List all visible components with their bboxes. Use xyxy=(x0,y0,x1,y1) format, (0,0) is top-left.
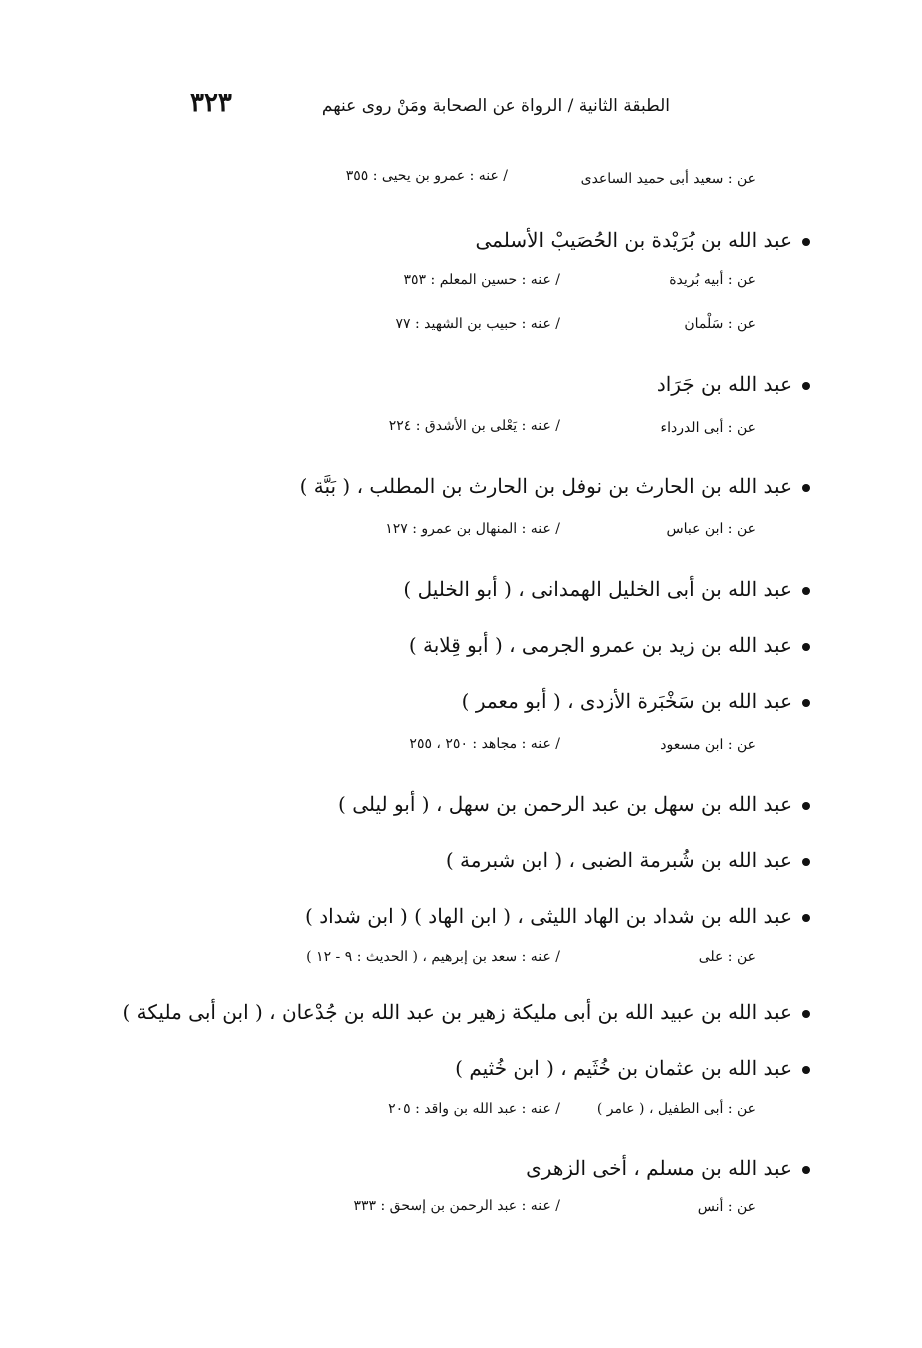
transmission-to: / عنه : يَعْلى بن الأشدق : ٢٢٤ xyxy=(388,418,560,434)
narrator-entry xyxy=(455,1056,810,1080)
narrator-entry xyxy=(338,792,810,816)
transmission-to: / عنه : عبد الله بن واقد : ٢٠٥ xyxy=(388,1101,560,1117)
narrator-entry xyxy=(403,577,810,601)
narrator-name: عبد الله بن سهل بن عبد الرحمن بن سهل ، ( أبو ليلى ) xyxy=(338,792,792,816)
narrator-entry xyxy=(657,372,810,396)
narrator-name: عبد الله بن شُبرمة الضبى ، ( ابن شبرمة ) xyxy=(445,848,792,872)
narrator-name: عبد الله بن شداد بن الهاد الليثى ، ( ابن الهاد ) ( ابن شداد ) xyxy=(305,904,792,928)
narrator-name: عبد الله بن زيد بن عمرو الجرمى ، ( أبو قِلابة ) xyxy=(408,633,792,657)
narrator-name: عبد الله بن عبيد الله بن أبى مليكة زهير بن عبد الله بن جُدْعان ، ( ابن أبى مليكة ) xyxy=(122,1000,792,1024)
narrator-entry xyxy=(526,1156,810,1180)
bullet-icon xyxy=(802,643,810,651)
transmission-to: / عنه : حسين المعلم : ٣٥٣ xyxy=(403,272,560,288)
narrator-name: عبد الله بن عثمان بن خُثَيم ، ( ابن خُثيم ) xyxy=(455,1056,792,1080)
transmission-from: عن : سَلْمان xyxy=(684,316,756,332)
transmission-to: / عنه : المنهال بن عمرو : ١٢٧ xyxy=(385,521,560,537)
running-title: الطبقة الثانية / الرواة عن الصحابة ومَنْ روى عنهم xyxy=(321,96,670,116)
transmission-from: عن : أبى الدرداء xyxy=(660,420,756,436)
transmission-from: عن : ابن مسعود xyxy=(660,737,756,753)
narrator-name: عبد الله بن سَخْبَرة الأزدى ، ( أبو معمر ) xyxy=(461,689,792,713)
narrator-entry xyxy=(305,904,810,928)
narrator-entry xyxy=(476,228,810,252)
transmission-from: عن : على xyxy=(698,949,756,965)
transmission-from: عن : أنس xyxy=(697,1199,756,1215)
narrator-entry xyxy=(123,1000,811,1024)
narrator-entry xyxy=(300,474,810,498)
bullet-icon xyxy=(802,1010,810,1018)
bullet-icon xyxy=(802,914,810,922)
bullet-icon xyxy=(802,587,810,595)
bullet-icon xyxy=(802,1066,810,1074)
transmission-to: / عنه : عمرو بن يحيى : ٣٥٥ xyxy=(345,168,508,184)
narrator-entry xyxy=(446,848,810,872)
bullet-icon xyxy=(802,1166,810,1174)
narrator-entry xyxy=(409,633,810,657)
bullet-icon xyxy=(802,238,810,246)
transmission-to: / عنه : حبيب بن الشهيد : ٧٧ xyxy=(395,316,560,332)
bullet-icon xyxy=(802,699,810,707)
transmission-from: عن : سعيد أبى حميد الساعدى xyxy=(580,171,756,187)
transmission-to: / عنه : عبد الرحمن بن إسحق : ٣٣٣ xyxy=(353,1198,560,1214)
transmission-from: عن : أبيه بُريدة xyxy=(669,272,756,288)
transmission-from: عن : أبى الطفيل ، ( عامر ) xyxy=(596,1101,756,1117)
bullet-icon xyxy=(802,484,810,492)
narrator-entry xyxy=(462,689,810,713)
transmission-to: / عنه : سعد بن إبرهيم ، ( الحديث : ٩ - ١٢ ) xyxy=(306,949,560,965)
bullet-icon xyxy=(802,382,810,390)
page-number: ٣٢٣ xyxy=(190,88,232,118)
transmission-to: / عنه : مجاهد : ٢٥٠ ، ٢٥٥ xyxy=(409,736,560,752)
narrator-name: عبد الله بن مسلم ، أخى الزهرى xyxy=(526,1156,792,1180)
narrator-name: عبد الله بن بُرَيْدة بن الحُصَيبْ الأسلمى xyxy=(475,228,792,252)
narrator-name: عبد الله بن جَرَاد xyxy=(656,372,792,396)
transmission-from: عن : ابن عباس xyxy=(666,521,756,537)
bullet-icon xyxy=(802,858,810,866)
narrator-name: عبد الله بن الحارث بن نوفل بن الحارث بن المطلب ، ( بَبَّة ) xyxy=(299,474,792,498)
narrator-name: عبد الله بن أبى الخليل الهمدانى ، ( أبو الخليل ) xyxy=(403,577,792,601)
bullet-icon xyxy=(802,802,810,810)
